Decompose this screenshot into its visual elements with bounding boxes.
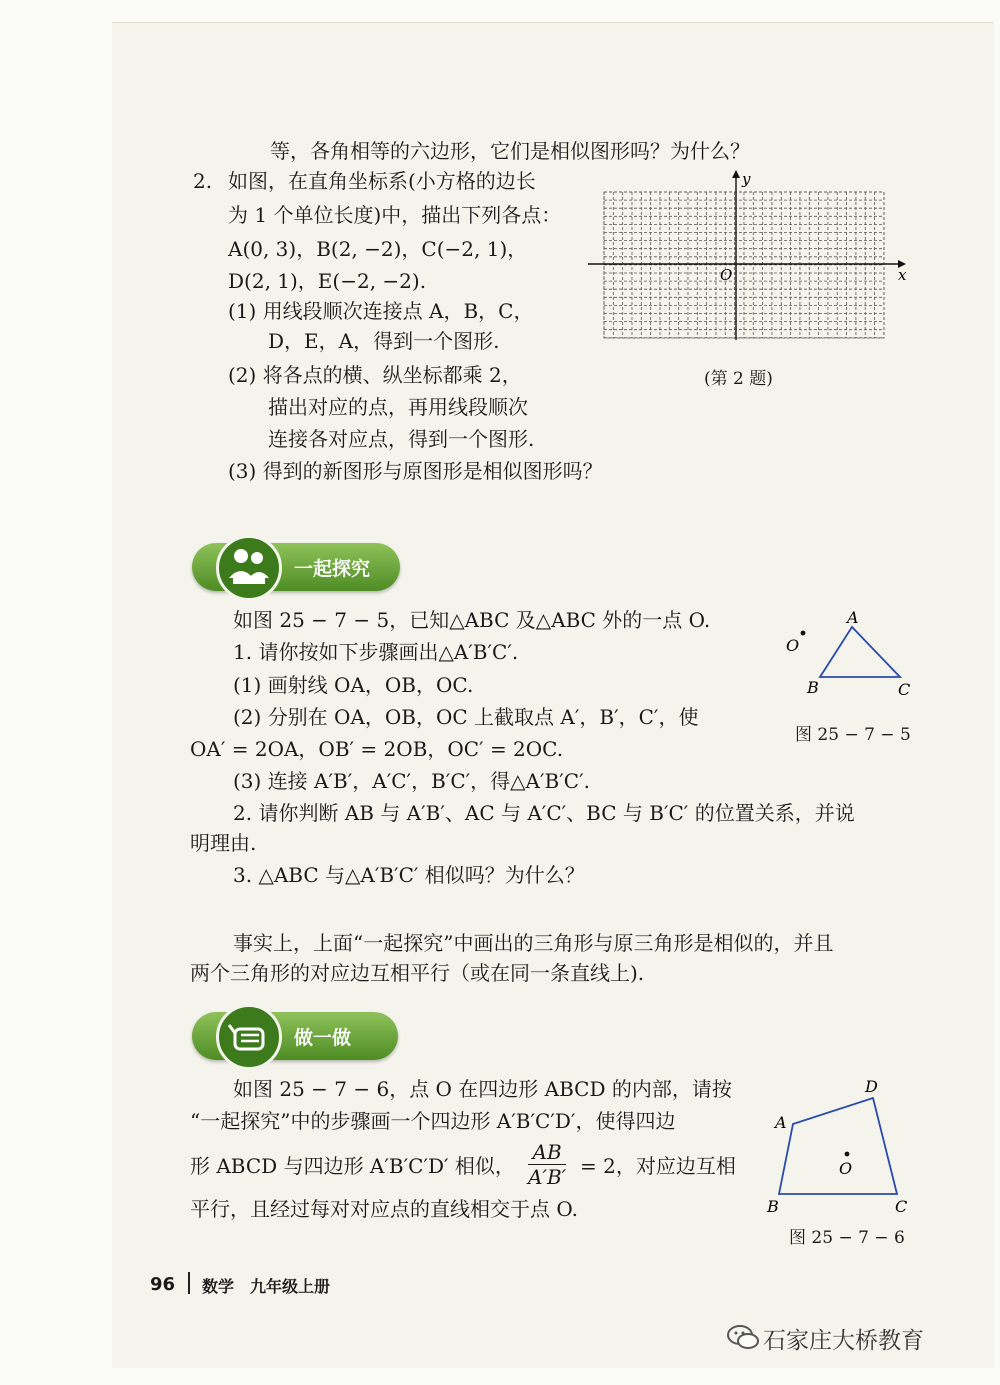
triangle-label-O: O (786, 636, 800, 655)
explore-step1c: (3) 连接 A′B′，A′C′，B′C′，得△A′B′C′. (233, 769, 590, 793)
book-title: 数学 九年级上册 (202, 1277, 331, 1296)
quad-label-A: A (775, 1113, 787, 1132)
fraction-denominator: A′B′ (528, 1165, 567, 1189)
quad-label-D: D (865, 1077, 878, 1096)
quadrilateral-figure (765, 1072, 925, 1222)
y-axis-label: y (742, 170, 751, 188)
fact-line2: 两个三角形的对应边互相平行（或在同一条直线上). (190, 961, 645, 985)
quadrilateral-caption: 图 25 − 7 − 6 (789, 1228, 905, 1248)
explore-step3: 3. △ABC 与△A′B′C′ 相似吗？为什么？ (233, 863, 585, 887)
quad-label-C: C (895, 1197, 908, 1216)
explore-badge (192, 543, 400, 591)
doit-badge (192, 1012, 398, 1060)
triangle-label-C: C (898, 680, 911, 699)
fact-line1: 事实上，上面“一起探究”中画出的三角形与原三角形是相似的，并且 (233, 931, 834, 955)
triangle-caption: 图 25 − 7 − 5 (795, 725, 911, 745)
explore-step2-line2: 明理由. (190, 831, 257, 855)
grid-caption: (第 2 题) (704, 369, 773, 389)
doit-badge-label: 做一做 (294, 1027, 352, 1049)
problem2-sub1-line2: D，E，A，得到一个图形. (268, 329, 500, 353)
explore-badge-label: 一起探究 (294, 558, 371, 580)
problem2-line1: 如图，在直角坐标系(小方格的边长 (228, 169, 536, 193)
quad-label-O: O (839, 1159, 853, 1178)
x-axis-label: x (898, 266, 907, 284)
problem2-sub1-line1: (1) 用线段顺次连接点 A，B，C， (228, 299, 534, 323)
triangle-label-B: B (807, 678, 819, 697)
wechat-icon (726, 1322, 760, 1352)
problem2-points-line2: D(2, 1)，E(−2, −2). (228, 269, 427, 293)
footer-divider (188, 1272, 190, 1294)
problem2-sub3: (3) 得到的新图形与原图形是相似图形吗？ (228, 459, 603, 483)
doit-line3a: 形 ABCD 与四边形 A′B′C′D′ 相似， (190, 1154, 515, 1178)
doit-line3b: = 2，对应边互相 (580, 1154, 736, 1178)
problem2-sub2-line3: 连接各对应点，得到一个图形. (268, 427, 535, 451)
explore-step1: 1. 请你按如下步骤画出△A′B′C′. (233, 640, 519, 664)
doit-line2: “一起探究”中的步骤画一个四边形 A′B′C′D′，使得四边 (190, 1109, 676, 1133)
ratio-fraction (528, 1140, 566, 1189)
explore-step2-line1: 2. 请你判断 AB 与 A′B′、AC 与 A′C′、BC 与 B′C′ 的位置关系，并说 (233, 801, 855, 825)
explore-intro: 如图 25 − 7 − 5，已知△ABC 及△ABC 外的一点 O. (233, 608, 711, 632)
doit-line4: 平行，且经过每对对应点的直线相交于点 O. (190, 1197, 578, 1221)
explore-step1b-line2: OA′ = 2OA，OB′ = 2OB，OC′ = 2OC. (190, 737, 564, 761)
problem2-line2: 为 1 个单位长度)中，描出下列各点： (228, 203, 562, 227)
problem2-number: 2. (193, 169, 213, 193)
doit-line1: 如图 25 − 7 − 6，点 O 在四边形 ABCD 的内部，请按 (233, 1077, 732, 1101)
quad-label-B: B (767, 1197, 779, 1216)
triangle-label-A: A (847, 608, 859, 627)
watermark-text: 石家庄大桥教育 (763, 1328, 924, 1354)
origin-label: O (720, 266, 733, 284)
page-number: 96 (150, 1274, 176, 1295)
problem2-sub2-line2: 描出对应的点，再用线段顺次 (268, 395, 528, 419)
fraction-numerator: AB (528, 1140, 566, 1165)
explore-step1b-line1: (2) 分别在 OA，OB，OC 上截取点 A′，B′，C′，使 (233, 705, 699, 729)
triangle-figure (770, 605, 930, 715)
top-line: 等，各角相等的六边形，它们是相似图形吗？为什么？ (270, 139, 750, 163)
problem2-sub2-line1: (2) 将各点的横、纵坐标都乘 2， (228, 363, 522, 387)
problem2-points-line1: A(0, 3)，B(2, −2)，C(−2, 1)， (228, 237, 528, 261)
coordinate-grid-figure (580, 170, 920, 350)
explore-step1a: (1) 画射线 OA，OB，OC. (233, 673, 474, 697)
